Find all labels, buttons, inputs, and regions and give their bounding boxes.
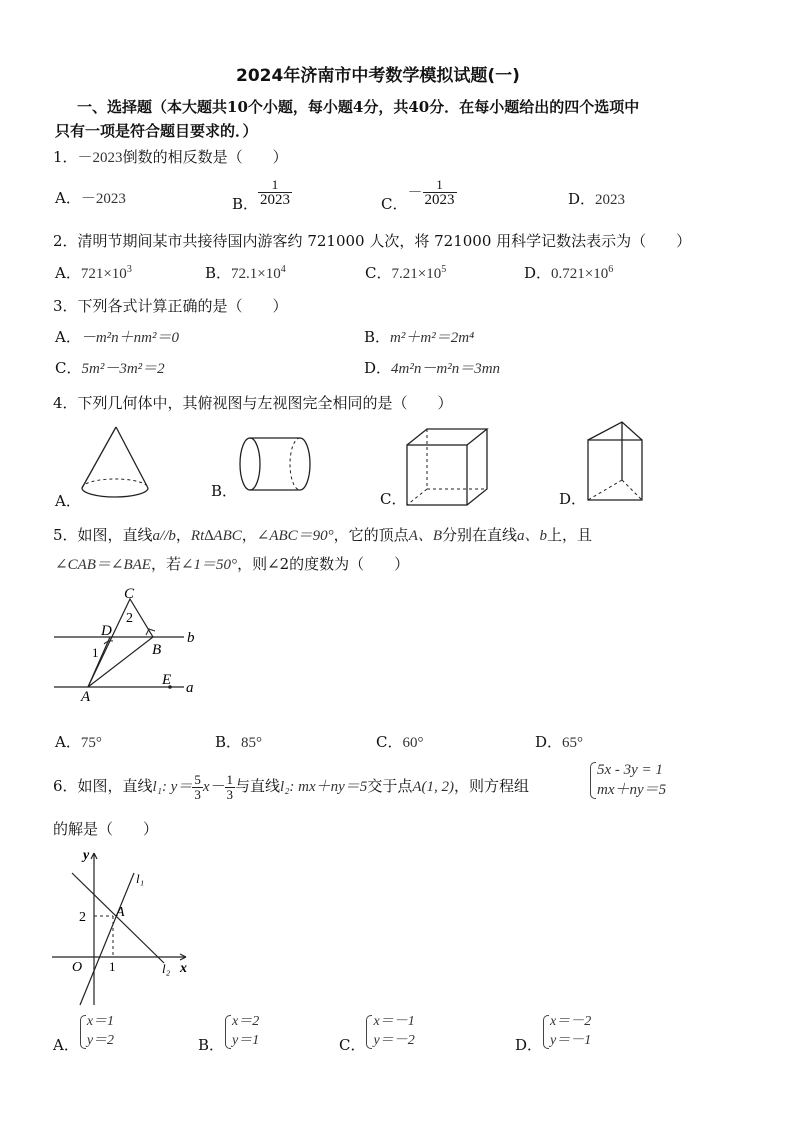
- prism-figure: [586, 420, 646, 502]
- cylinder-figure: [238, 436, 313, 494]
- q1-option-b: B． $\frac{1}{2023}$: [232, 177, 291, 214]
- q3-option-d: D．4m²n－m²n＝3mn: [364, 359, 501, 377]
- q3-option-c: C．5m²－3m²＝2: [55, 359, 165, 377]
- q2-option-b: B．$72.1\times 10^4$: [205, 264, 286, 282]
- page-title: 2024年济南市中考数学模拟试题(一): [236, 66, 520, 86]
- q5-option-b: B．85°: [215, 733, 263, 751]
- label-B: B: [152, 642, 162, 658]
- label-D: D: [101, 623, 112, 639]
- q5-option-c: C．60°: [376, 733, 424, 751]
- q2-option-d: D．$0.721\times 10^6$: [524, 264, 614, 282]
- label-x-axis: x: [180, 961, 187, 976]
- q1-option-d: D．2023: [568, 190, 626, 208]
- q2-option-a: A．$721\times 10^3$: [55, 264, 132, 282]
- q2-stem: 2．清明节期间某市共接待国内游客约 721000 人次，将 721000 用科学记数法表示为（ ）: [53, 232, 692, 250]
- q6-graph: [50, 845, 200, 1010]
- label-angle-2: 2: [126, 611, 133, 626]
- label-E: E: [162, 672, 172, 688]
- q6-stem-line1: 6．如图，直线l₁: y＝ $\frac{5}{3}$ x－ $\frac{1}{3}$ 与直线l₂: mx＋ny＝5交于点A(1, 2)，则方程组: [53, 772, 529, 802]
- q6-option-b: B． x＝2 y＝1: [198, 1014, 260, 1054]
- label-A: A: [81, 689, 91, 705]
- section-header-line1: 一、选择题（本大题共10个小题，每小题4分，共40分．在每小题给出的四个选项中: [77, 98, 640, 116]
- q5-option-d: D．65°: [535, 733, 584, 751]
- label-origin: O: [72, 960, 83, 975]
- q5-figure: [52, 586, 212, 705]
- label-angle-1: 1: [92, 645, 99, 660]
- q4-option-a-label: A．: [55, 492, 81, 510]
- q6-system: 5x - 3y = 1 mx＋ny＝5: [589, 760, 666, 801]
- q6-option-a: A． x＝1 y＝2: [53, 1014, 115, 1054]
- q1-option-c: C．－ $\frac{1}{2023}$: [381, 177, 455, 214]
- label-a: a: [186, 680, 194, 696]
- label-y-axis: y: [83, 848, 90, 863]
- q1-stem: 1．－2023倒数的相反数是（ ）: [53, 148, 288, 166]
- q6-stem-line2: 的解是（ ）: [53, 820, 159, 838]
- q4-stem: 4．下列几何体中，其俯视图与左视图完全相同的是（ ）: [53, 394, 453, 412]
- q4-option-b-label: B．: [211, 482, 238, 500]
- q4-option-c-label: C．: [380, 490, 407, 508]
- q3-stem: 3．下列各式计算正确的是（ ）: [53, 297, 288, 315]
- q4-option-d-label: D．: [559, 490, 587, 508]
- label-tick-2: 2: [79, 910, 86, 925]
- q3-option-b: B．m²＋m²＝2m⁴: [364, 328, 475, 346]
- q3-option-a: A．－m²n＋nm²＝0: [55, 328, 180, 346]
- q1-option-a: A．－2023: [55, 189, 126, 207]
- q5-stem-line1: 5．如图，直线a//b，Rt∆ABC，∠ABC＝90°，它的顶点A、B分别在直线a、b上，且: [53, 526, 593, 544]
- label-b: b: [187, 630, 195, 646]
- section-header-line2: 只有一项是符合题目要求的．）: [55, 122, 258, 140]
- label-C: C: [124, 586, 135, 602]
- label-tick-1: 1: [109, 959, 116, 974]
- cube-figure: [405, 427, 490, 507]
- q2-option-c: C．$7.21\times 10^5$: [365, 264, 447, 282]
- q5-stem-line2: ∠CAB＝∠BAE，若∠1＝50°，则∠2的度数为（ ）: [55, 555, 410, 573]
- cone-figure: [80, 425, 152, 503]
- q6-option-d: D． x＝－2 y＝－1: [515, 1014, 592, 1054]
- label-l2: l₂: [162, 961, 171, 976]
- label-point-A: A: [116, 905, 125, 920]
- q5-option-a: A．75°: [55, 733, 102, 751]
- q6-option-c: C． x＝－1 y＝－2: [339, 1014, 415, 1054]
- label-l1: l₁: [136, 871, 145, 886]
